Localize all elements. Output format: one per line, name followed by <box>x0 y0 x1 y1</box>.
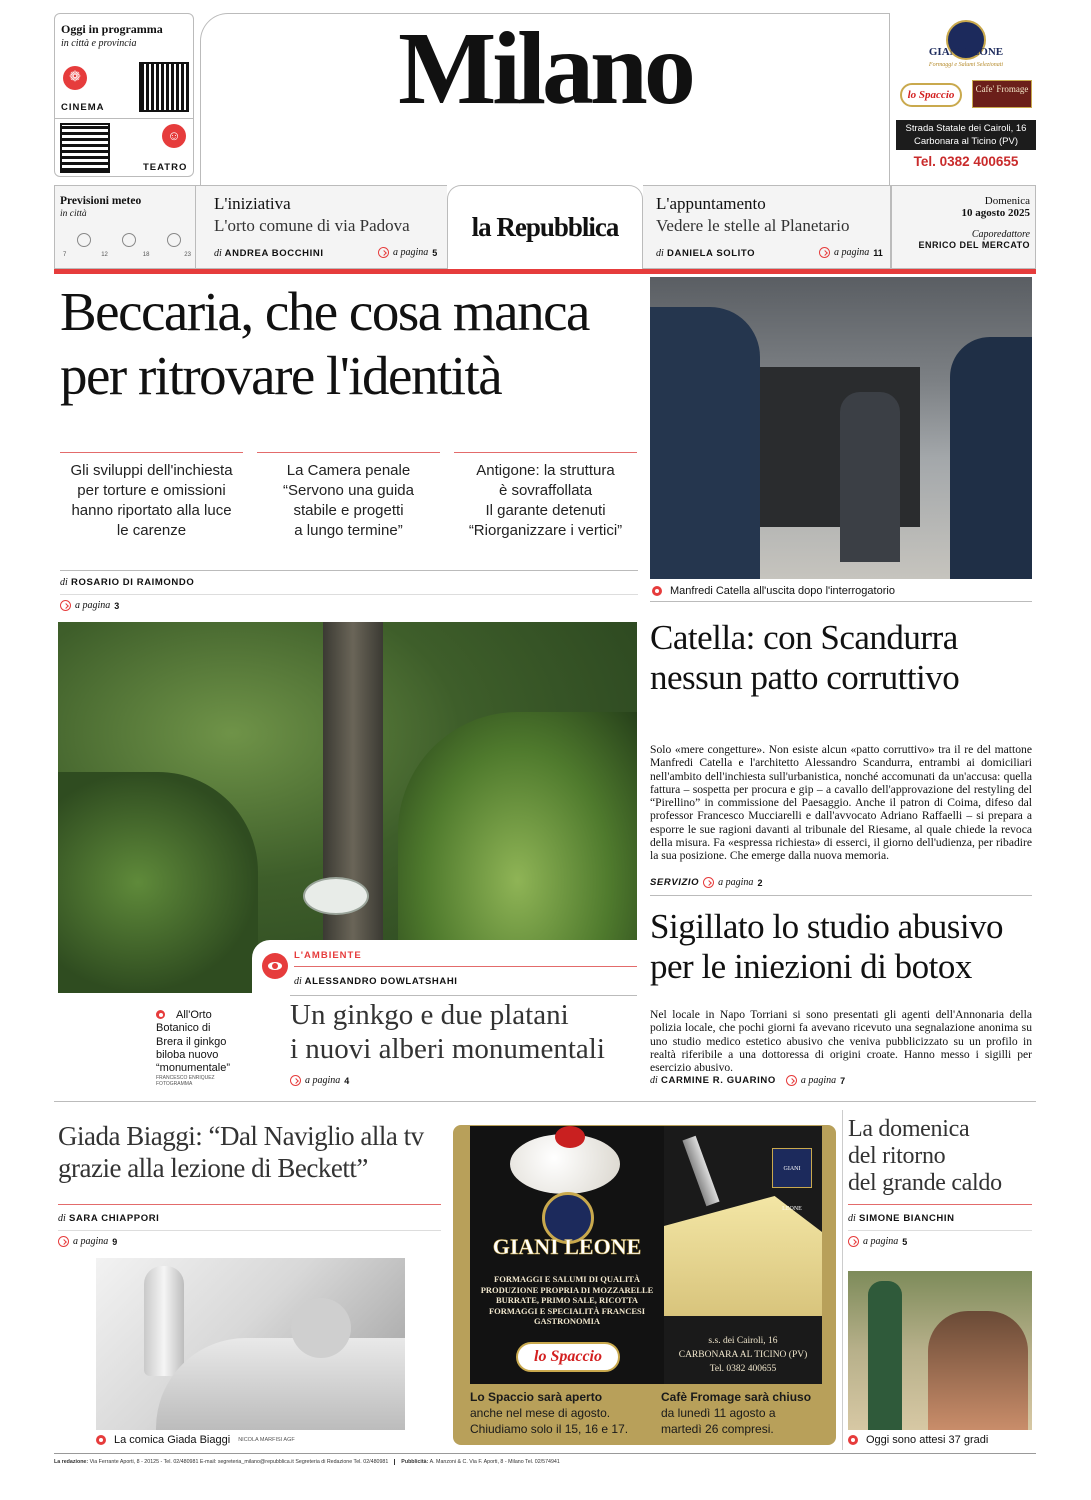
pageref-label: a pagina <box>305 1075 341 1086</box>
by-label: di <box>656 248 664 259</box>
author: ANDREA BOCCHINI <box>224 248 324 259</box>
section-rule <box>54 1101 1036 1102</box>
byline-rule <box>60 570 638 571</box>
byline-rule <box>290 995 637 996</box>
strip-date <box>891 185 1036 269</box>
byline-rule <box>848 1204 1032 1205</box>
editor-name: ENRICO DEL MERCATO <box>918 240 1030 250</box>
dek-rule <box>454 452 637 453</box>
caption-line: “monumentale” <box>156 1062 230 1075</box>
lead-dek <box>60 461 243 541</box>
dek-line: Il garante detenuti <box>485 502 606 519</box>
by-label: di <box>58 1213 66 1224</box>
catella-photo <box>650 277 1032 579</box>
iniziativa-byline <box>214 248 324 259</box>
catella-caption <box>652 585 895 597</box>
ginkgo-photo <box>58 622 637 993</box>
lead-dek <box>454 461 637 541</box>
author: SARA CHIAPPORI <box>69 1213 160 1224</box>
lead-story[interactable] <box>54 276 642 616</box>
ad-line: FORMAGGI E SALUMI DI QUALITÀ <box>494 1274 640 1284</box>
appuntamento-kicker: L'appuntamento <box>656 194 766 213</box>
ad-line: BURRATE, PRIMO SALE, RICOTTA <box>495 1295 639 1305</box>
teatro-icon[interactable]: ☺ <box>162 124 186 148</box>
botox-pageref[interactable] <box>786 1075 845 1086</box>
biaggi-photo <box>96 1258 405 1430</box>
ad-note-title: Cafè Fromage sarà chiuso <box>661 1390 812 1404</box>
ad-note-right <box>661 1389 831 1437</box>
dek-rule <box>257 452 440 453</box>
ad-note-left <box>470 1389 660 1437</box>
arrow-icon <box>378 247 389 258</box>
ad-top-phone: Tel. 0382 400655 <box>913 154 1019 169</box>
strip-meteo <box>54 185 195 269</box>
caption-text: La comica Giada Biaggi <box>114 1434 231 1446</box>
page-number: 11 <box>873 247 883 258</box>
photo-person <box>156 1338 405 1430</box>
ginkgo-headline-1: Un ginkgo e due platani <box>290 999 569 1031</box>
biaggi-byline <box>58 1213 159 1224</box>
spaccio-logo: lo Spaccio <box>900 83 962 107</box>
footer-left-text: Via Ferrante Aporti, 8 - 20125 - Tel. 02/480981 E-mail: segreteria_milano@repubblica.it Segreteria di Redazione Tel. 02/480981 <box>89 1459 389 1465</box>
page-number: 3 <box>114 600 120 611</box>
dek-line: per torture e omissioni <box>77 482 226 499</box>
ad-note-line: martedì 26 compresi. <box>661 1422 774 1436</box>
camera-icon <box>652 586 662 596</box>
ad-label-badge: GIANI LEONE <box>772 1148 812 1188</box>
lead-pageref[interactable] <box>60 600 119 611</box>
arrow-icon <box>58 1236 69 1247</box>
caldo-photo <box>848 1271 1032 1430</box>
photo-tree-trunk <box>323 622 383 993</box>
caption-line: Brera il ginkgo <box>156 1035 227 1048</box>
cinema-label[interactable]: CINEMA <box>61 102 105 113</box>
ginkgo-box[interactable] <box>252 940 639 1090</box>
page-number: 7 <box>840 1075 846 1086</box>
footer-right-label: Pubblicità: <box>401 1459 429 1465</box>
catella-headline-2: nessun patto corruttivo <box>650 658 960 697</box>
dek-line: La Camera penale <box>286 462 411 479</box>
botox-footer <box>650 1075 845 1086</box>
author: ALESSANDRO DOWLATSHAHI <box>304 976 458 987</box>
footer-right <box>401 1459 560 1465</box>
caldo-divider <box>842 1110 843 1450</box>
caption-text: Manfredi Catella all'uscita dopo l'interrogatorio <box>670 585 895 597</box>
teatro-label[interactable]: TEATRO <box>143 162 188 173</box>
ad-address <box>664 1334 822 1376</box>
meteo-hours <box>63 252 191 258</box>
caldo-headline-2: del ritorno <box>848 1143 946 1169</box>
strip-logo-box <box>447 185 643 269</box>
meteo-hour: 18 <box>142 252 150 258</box>
photo-figure <box>840 392 900 562</box>
pageref-label: a pagina <box>75 600 111 611</box>
footer <box>54 1459 1036 1465</box>
ad-note-line: da lunedì 11 agosto a <box>661 1406 776 1420</box>
page-number: 2 <box>757 877 763 888</box>
caldo-caption <box>848 1434 988 1446</box>
ad-top-brand: GIANI LEONE <box>928 46 1004 58</box>
dek-line: a lungo termine” <box>294 522 403 539</box>
arrow-icon <box>819 247 830 258</box>
photo-label-plate <box>303 877 369 915</box>
caption-line: biloba nuovo <box>156 1048 219 1061</box>
arrow-icon <box>290 1075 301 1086</box>
lead-headline-1: Beccaria, che cosa manca <box>60 281 589 342</box>
caption-line: All'Orto <box>176 1009 212 1021</box>
byline-rule <box>58 1204 441 1205</box>
date-date: 10 agosto 2025 <box>961 207 1030 219</box>
by-label: di <box>214 248 222 259</box>
by-label: di <box>294 976 302 987</box>
cinema-icon[interactable]: ❁ <box>63 66 87 90</box>
photo-foliage <box>58 772 258 993</box>
ad-address-1: s.s. dei Cairoli, 16 <box>708 1336 778 1346</box>
pageref-label: a pagina <box>73 1236 109 1247</box>
ad-line: PRODUZIONE PROPRIA DI MOZZARELLE <box>480 1284 654 1295</box>
author: ROSARIO DI RAIMONDO <box>71 577 195 588</box>
biaggi-headline[interactable] <box>58 1120 443 1184</box>
footer-left-label: La redazione: <box>54 1459 89 1465</box>
footer-left <box>54 1459 388 1465</box>
catella-pageref[interactable] <box>650 877 762 888</box>
ginkgo-headline-2: i nuovi alberi monumentali <box>290 1033 605 1065</box>
date-day: Domenica <box>984 195 1030 207</box>
byline-rule <box>58 1230 441 1231</box>
lead-byline <box>60 577 194 588</box>
ad-image-right <box>664 1126 822 1384</box>
catella-body: Solo «mere congetture». Non esiste alcun «patto corruttivo» tra il re del mattone Manfredi Catella e l'architetto Alessandro Scandurra, entrambi ai domiciliari nell'ambito dell'inchiesta sull'urbanistica, nonché accomunati da un'accusa: quella fattura – sospetta per procura e gip – a cavallo dell'approvazione del restyling del “Pirellino” in commissione del Paesaggio. Anche il patron di Coima, difeso dal professor Francesco Mucciarelli e dall'avvocato Adriano Raffaelli – si prepara a esporre le sue ragioni davanti al tribunale del Riesame, al quale chiede la revoca della misura. Fa «espressa richiesta» di esserci, il giorno dell'udienza, per ribadire la sua posizione. Che emerge dalla nuova memoria. <box>650 743 1032 863</box>
botox-headline[interactable] <box>650 907 1036 987</box>
ad-tomato <box>555 1126 585 1148</box>
ad-top-tagline: Formaggi e Salumi Selezionati <box>928 62 1004 68</box>
by-label: di <box>60 577 68 588</box>
repubblica-logo: la Repubblica <box>471 212 619 242</box>
ad-top[interactable] <box>896 20 1036 175</box>
author: CARMINE R. GUARINO <box>661 1075 776 1086</box>
ad-brand: GIANI LEONE <box>492 1234 642 1259</box>
program-title: Oggi in programma <box>61 22 163 36</box>
pageref-label: a pagina <box>834 247 870 258</box>
ginkgo-pageref[interactable] <box>290 1075 349 1086</box>
footer-rule <box>54 1453 1036 1454</box>
section-rule <box>650 895 1032 896</box>
ad-image-left <box>470 1126 664 1384</box>
eye-icon <box>262 953 288 979</box>
editor-role: Caporedattore <box>971 229 1030 240</box>
page-number: 5 <box>902 1236 908 1247</box>
arrow-icon <box>703 877 714 888</box>
footer-separator <box>394 1459 395 1465</box>
cafe-fromage-logo: Cafe' Fromage <box>972 80 1032 108</box>
ginkgo-byline <box>294 976 458 987</box>
botox-body: Nel locale in Napo Torriani si sono presentati gli agenti dell'Annonaria della polizia locale, che pochi giorni fa avevano ricevuto una segnalazione anonima su uno studio medico estetico abusivo che veniva pubblicizzato su un profilo in realtà riferibile a una dottoressa di origini croate. Hanno messo i sigilli per esercizio abusivo. <box>650 1008 1032 1075</box>
author: SIMONE BIANCHIN <box>859 1213 955 1224</box>
ad-address-2: CARBONARA AL TICINO (PV) <box>678 1350 808 1360</box>
ad-note-title: Lo Spaccio sarà aperto <box>470 1390 603 1404</box>
by-label: di <box>848 1213 856 1224</box>
dek-line: stabile e progetti <box>293 502 404 519</box>
page-number: 5 <box>432 247 438 258</box>
botox-byline <box>650 1075 776 1086</box>
caldo-headline[interactable] <box>848 1116 1036 1197</box>
page-number: 4 <box>344 1075 350 1086</box>
ad-knife <box>682 1136 719 1207</box>
caldo-headline-3: del grande caldo <box>848 1170 1002 1196</box>
photo-person <box>928 1311 1028 1430</box>
red-divider <box>54 269 1036 274</box>
catella-headline-1: Catella: con Scandurra <box>650 618 958 657</box>
by-label: di <box>650 1075 658 1086</box>
meteo-hour: 23 <box>184 252 191 258</box>
appuntamento-byline <box>656 248 755 259</box>
lead-dek <box>257 461 440 541</box>
meteo-icons <box>63 226 191 254</box>
biaggi-headline-2: grazie alla lezione di Beckett” <box>58 1153 368 1183</box>
byline-rule <box>60 594 638 595</box>
ad-spaccio-logo: lo Spaccio <box>516 1342 620 1372</box>
caldo-byline <box>848 1213 955 1224</box>
photo-figure <box>950 337 1032 579</box>
ginkgo-kicker: L'AMBIENTE <box>294 950 362 961</box>
meteo-subtitle: in città <box>60 209 87 219</box>
ad-note-line: anche nel mese di agosto. <box>470 1406 611 1420</box>
dek-line: “Riorganizzare i vertici” <box>468 522 623 539</box>
lead-headline-2: per ritrovare l'identità <box>60 345 502 406</box>
sun-icon <box>77 233 91 247</box>
arrow-icon <box>848 1236 859 1247</box>
iniziativa-title: L'orto comune di via Padova <box>214 216 410 235</box>
servizio-label: SERVIZIO <box>650 877 700 888</box>
appuntamento-pageref[interactable] <box>819 247 883 258</box>
caption-line: Botanico di <box>156 1022 211 1035</box>
byline-rule <box>848 1230 1032 1231</box>
dek-line: è sovraffollata <box>498 482 593 499</box>
ad-note-line: Chiudiamo solo il 15, 16 e 17. <box>470 1422 629 1436</box>
caption-text: Oggi sono attesi 37 gradi <box>866 1434 989 1446</box>
dek-line: Gli sviluppi dell'inchiesta <box>70 462 233 479</box>
iniziativa-kicker: L'iniziativa <box>214 194 291 213</box>
photo-credit: FOTOGRAMMA <box>156 1081 193 1088</box>
sun-icon <box>167 233 181 247</box>
catella-rule <box>650 601 1032 602</box>
arrow-icon <box>60 600 71 611</box>
ad-description <box>470 1274 664 1327</box>
biaggi-headline-1: Giada Biaggi: “Dal Naviglio alla tv <box>58 1121 424 1151</box>
ad-bottom[interactable] <box>453 1125 836 1445</box>
sun-icon <box>122 233 136 247</box>
arrow-icon <box>786 1075 797 1086</box>
teatro-qr-code[interactable] <box>62 125 108 171</box>
dek-line: Antigone: la struttura <box>476 462 615 479</box>
camera-icon <box>848 1435 858 1445</box>
photo-statue <box>144 1266 184 1376</box>
photo-face <box>291 1298 351 1358</box>
photo-credit: NICOLA MARFISI AGF <box>238 1437 295 1443</box>
masthead-title: Milano <box>398 11 692 126</box>
photo-figure <box>650 307 760 579</box>
ad-line: GASTRONOMIA <box>533 1316 601 1326</box>
camera-icon <box>96 1435 106 1445</box>
footer-right-text: A. Manzoni & C. Via F. Aporti, 8 - Milano Tel. 02/574941 <box>429 1459 560 1465</box>
ad-top-address-2: Carbonara al Ticino (PV) <box>913 136 1019 147</box>
cinema-qr-code[interactable] <box>141 64 187 110</box>
program-subtitle: in città e provincia <box>61 38 137 49</box>
ginkgo-headline <box>290 998 640 1066</box>
pageref-label: a pagina <box>863 1236 899 1247</box>
meteo-hour: 7 <box>63 252 67 258</box>
caldo-headline-1: La domenica <box>848 1116 970 1142</box>
dek-rule <box>60 452 243 453</box>
dek-line: “Servono una guida <box>283 482 414 499</box>
botox-headline-1: Sigillato lo studio abusivo <box>650 907 1004 946</box>
ad-top-address <box>896 120 1036 150</box>
photo-fountain <box>868 1281 902 1430</box>
program-box <box>54 13 194 177</box>
meteo-title: Previsioni meteo <box>60 195 142 207</box>
botox-headline-2: per le iniezioni di botox <box>650 947 972 986</box>
meteo-hour: 12 <box>101 252 108 258</box>
strip-iniziativa[interactable] <box>195 185 447 269</box>
dek-line: hanno riportato alla luce <box>71 502 232 519</box>
program-divider <box>55 118 193 119</box>
dek-line: le carenze <box>116 522 187 539</box>
pageref-label: a pagina <box>718 877 754 888</box>
caldo-pageref[interactable] <box>848 1236 907 1247</box>
strip-appuntamento[interactable] <box>643 185 891 269</box>
pageref-label: a pagina <box>800 1075 837 1086</box>
biaggi-caption <box>96 1434 295 1446</box>
ad-top-address-1: Strada Statale dei Cairoli, 16 <box>905 123 1027 134</box>
iniziativa-pageref[interactable] <box>378 247 437 258</box>
photo-credit: FRANCESCO ENRIQUEZ <box>156 1075 215 1082</box>
pageref-label: a pagina <box>393 247 429 258</box>
biaggi-pageref[interactable] <box>58 1236 117 1247</box>
catella-headline[interactable] <box>650 618 1034 698</box>
ad-phone: Tel. 0382 400655 <box>709 1364 777 1374</box>
page-number: 9 <box>112 1236 118 1247</box>
author: DANIELA SOLITO <box>667 248 756 259</box>
ad-line: FORMAGGI E SPECIALITÀ FRANCESI <box>488 1305 646 1316</box>
lead-headline <box>60 280 640 408</box>
appuntamento-title: Vedere le stelle al Planetario <box>656 216 850 235</box>
camera-icon <box>156 1010 165 1019</box>
kicker-rule <box>294 966 637 967</box>
ginkgo-caption <box>156 1009 256 1087</box>
